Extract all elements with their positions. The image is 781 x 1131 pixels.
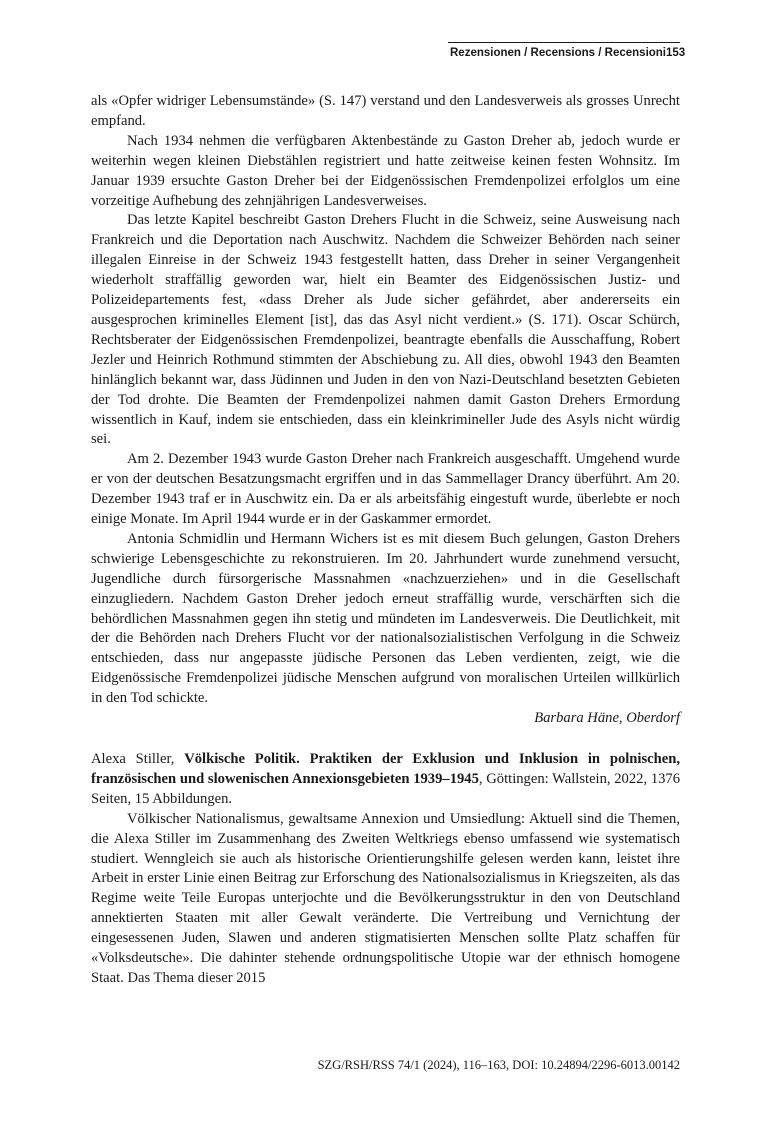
- review1-paragraph-5: Antonia Schmidlin und Hermann Wichers ist es mit diesem Buch gelungen, Gaston Drehers schwierige Lebensgeschichte zu rekonstruieren. Im 20. Jahrhundert wurde zunehmend versucht, Jugendliche durch fürsorgerische Massnahmen «nachzuerziehen» und in die Gesellschaft einzugliedern. Nachdem Gaston Dreher jedoch erneut straffällig wurde, verschärften sich die behördlichen Massnahmen gegen ihn stetig und mündeten im Landesverweis. Die Deutlichkeit, mit der die Behörden nach Drehers Flucht vor der nationalsozialistischen Verfolgung in die Schweiz entschieden, dass nur angepasste jüdische Personen das Leben verdienten, zeigt, wie die Eidgenössische Fremdenpolizei jüdische Menschen aufgrund von moralischen Urteilen willkürlich in den Tod schickte.: [91, 530, 680, 707]
- review2-paragraph-1: Völkischer Nationalismus, gewaltsame Annexion und Umsiedlung: Aktuell sind die Themen, die Alexa Stiller im Zusammenhang des Zweiten Weltkriegs ebenso umfassend wie systematisch studiert. Wenngleich sie auch als historische Orientierungshilfe gelesen werden kann, leistet ihre Arbeit in erster Linie einen Beitrag zur Erforschung des Nationalsozialismus in Kriegszeiten, als das Regime weite Teile Europas unterjochte und die Bevölkerungsstruktur in den von Deutschland annektierten Staaten mit aller Gewalt veränderte. Die Vertreibung und Vernichtung der eingesessenen Juden, Slawen und anderen stigmatisierten Menschen sollte Platz schaffen für «Volksdeutsche». Die dahinter stehende ordnungspolitische Utopie war der ethnisch homogene Staat. Das Thema dieser 2015: [91, 810, 680, 986]
- section-gap: [91, 729, 680, 750]
- review1-paragraph-2: Nach 1934 nehmen die verfügbaren Aktenbestände zu Gaston Dreher ab, jedoch wurde er weiterhin wegen kleinen Diebstählen registriert und hatte zeitweise keinen festen Wohnsitz. Im Januar 1939 ersuchte Gaston Dreher bei der Eidgenössischen Fremdenpolizei erfolglos um eine vorzeitige Aufhebung des zehnjährigen Landesverweises.: [91, 132, 680, 209]
- review2-book-title: Völkische Politik. Praktiken der Exklusion und Inklusion in polnischen, französischen und slowenischen Annexionsgebieten 1939–1945: [91, 751, 680, 787]
- review1-paragraph-3: Das letzte Kapitel beschreibt Gaston Drehers Flucht in die Schweiz, seine Ausweisung nach Frankreich und die Deportation nach Auschwitz. Nachdem die Schweizer Behörden nach seiner illegalen Einreise in der Schweiz 1943 festgestellt hatten, dass Dreher in seiner Vergangenheit wiederholt straffällig geworden war, hielt ein Beamter des Eidgenössischen Justiz- und Polizeidepartements fest, «dass Dreher als Jude sicher gefährdet, aber andererseits ein ausgesprochen kriminelles Element [ist], das das Asyl nicht verdient.» (S. 171). Oscar Schürch, Rechtsberater der Eidgenössischen Fremdenpolizei, beantragte ebenfalls die Ausschaffung, Robert Jezler und Heinrich Rothmund stimmten der Abschiebung zu. All dies, obwohl 1943 den Beamten hinlänglich bekannt war, dass Jüdinnen und Juden in den von Nazi-Deutschland besetzten Gebieten der Tod drohte. Die Beamten der Fremdenpolizei nahmen damit Gaston Drehers Ermordung wissentlich in Kauf, indem sie entschieden, dass ein kleinkrimineller Jude des Asyls nicht würdig sei.: [91, 212, 680, 448]
- body-text: [91, 92, 680, 989]
- header-rule: [448, 42, 680, 43]
- review1-paragraph-1: als «Opfer widriger Lebensumstände» (S. 147) verstand und den Landesverweis als grosses Unrecht empfand.: [91, 93, 680, 129]
- page-number: 153: [666, 47, 686, 59]
- review2-bibliographic-entry: [91, 750, 680, 810]
- review2-imprint: , Göttingen: Wallstein, 2022, 1376 Seiten, 15 Abbildungen.: [91, 770, 681, 807]
- review1-paragraph-4: Am 2. Dezember 1943 wurde Gaston Dreher nach Frankreich ausgeschafft. Umgehend wurde er von der deutschen Besatzungsmacht ergriffen und in das Sammellager Drancy überführt. Am 20. Dezember 1943 traf er in Auschwitz ein. Da er als arbeitsfähig eingestuft wurde, überlebte er noch einige Monate. Im April 1944 wurde er in der Gaskammer ermordet.: [91, 451, 680, 528]
- journal-citation: SZG/RSH/RSS 74/1 (2024), 116–163, DOI: 10.24894/2296-6013.00142: [317, 1058, 680, 1072]
- reviewer-signature: Barbara Häne, Oberdorf: [534, 710, 680, 727]
- review2-author: Alexa Stiller,: [91, 751, 185, 767]
- running-header: [448, 42, 686, 64]
- section-title: Rezensionen / Recensions / Recensioni: [450, 47, 667, 59]
